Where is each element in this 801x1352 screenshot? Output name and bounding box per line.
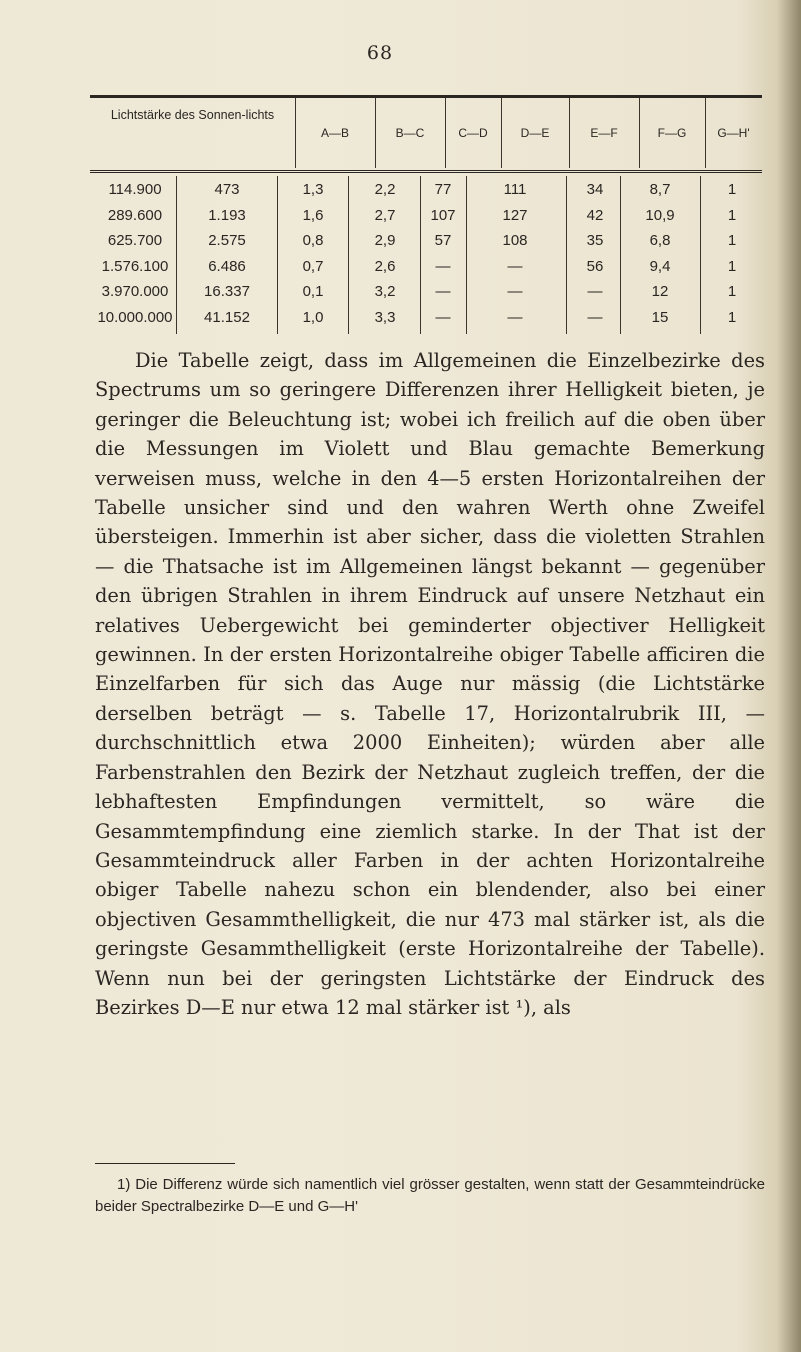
table-cell: 3.970.000 (101, 283, 169, 300)
table-cell: 3,3 (374, 308, 396, 326)
table-header-rule (90, 170, 762, 175)
table-cell: 10,9 (645, 206, 675, 224)
table-cell: 15 (651, 308, 669, 326)
table-cell: 10.000.000 (97, 308, 173, 326)
table-cell: — (507, 308, 523, 326)
column-divider (705, 98, 706, 168)
table-cell: 473 (214, 181, 240, 198)
table-cell: — (507, 257, 523, 275)
table-cell: 107 (430, 206, 456, 224)
table-row (90, 256, 762, 278)
table-cell: 0,8 (302, 232, 324, 249)
table-row (90, 205, 762, 227)
table-cell: 42 (586, 206, 604, 224)
table-cell: 12 (651, 283, 669, 300)
table-cell: 1 (727, 206, 737, 224)
column-header-f-g: F—G (657, 126, 687, 140)
body-text (95, 346, 765, 1022)
table-cell: 1 (727, 181, 737, 198)
table-cell: 34 (586, 181, 604, 198)
table-cell: 289.600 (107, 206, 163, 224)
column-divider (639, 98, 640, 168)
table-cell: 108 (502, 232, 528, 249)
column-divider (295, 98, 296, 168)
column-divider (501, 98, 502, 168)
table-cell: 16.337 (204, 283, 250, 300)
column-header-c-d: C—D (458, 126, 488, 140)
table-cell: — (435, 257, 451, 275)
table-row (90, 179, 762, 201)
table-cell: 1,6 (302, 206, 324, 224)
table-row (90, 307, 762, 329)
table-cell: 127 (502, 206, 528, 224)
column-header-b-c: B—C (395, 126, 425, 140)
table-cell: 2,7 (374, 206, 396, 224)
table-cell: 3,2 (374, 283, 396, 300)
table-cell: 2.575 (208, 232, 246, 249)
column-header-a-b: A—B (320, 126, 349, 140)
table-cell: 1 (727, 308, 737, 326)
table-cell: 9,4 (649, 257, 671, 275)
column-divider (375, 98, 376, 168)
table-row (90, 281, 762, 303)
table-cell: 625.700 (107, 232, 163, 249)
table-cell: 41.152 (204, 308, 250, 326)
table-cell: 77 (434, 181, 452, 198)
table-cell: 1.576.100 (101, 257, 169, 275)
table-cell: — (435, 283, 451, 300)
table-cell: 1.193 (208, 206, 246, 224)
table-cell: 1,0 (302, 308, 324, 326)
column-header-d-e: D—E (520, 126, 550, 140)
column-divider (445, 98, 446, 168)
table-cell: 1 (727, 257, 737, 275)
table-cell: 1 (727, 283, 737, 300)
table-cell: — (587, 283, 603, 300)
table-cell: 0,1 (302, 283, 324, 300)
table-row (90, 230, 762, 252)
table-cell: 114.900 (108, 181, 162, 198)
table-cell: 0,7 (302, 257, 324, 275)
table-cell: 2,9 (374, 232, 396, 249)
table-cell: 6,8 (649, 232, 671, 249)
page-number: 68 (366, 42, 394, 64)
table-cell: — (435, 308, 451, 326)
table-cell: — (507, 283, 523, 300)
column-header-lichtstaerke: Lichtstärke des Sonnen-lichts (110, 108, 275, 122)
footnote-text: 1) Die Differenz würde sich namentlich viel grösser gestalten, wenn statt der Gesammteindrücke beider Spectralbezirke D—E und G—H' (95, 1176, 765, 1215)
footnote-rule (95, 1163, 235, 1164)
table-cell: — (587, 308, 603, 326)
table-cell: 35 (586, 232, 604, 249)
paragraph: Die Tabelle zeigt, dass im Allgemeinen die Einzelbezirke des Spectrums um so geringere Differenzen ihrer Helligkeit bieten, je geringer die Beleuchtung ist; wobei ich freilich auf die oben über die Messungen im Violett und Blau gemachte Bemerkung verweisen muss, welche in den 4—5 ersten Horizontalreihen der Tabelle unsicher sind und den wahren Werth ohne Zweifel übersteigen. Immerhin ist aber sicher, dass die violetten Strahlen — die Thatsache ist im Allgemeinen längst bekannt — gegenüber den übrigen Strahlen in ihrem Eindruck auf unsere Netzhaut ein relatives Uebergewicht bei geminderter objectiver Helligkeit gewinnen. In der ersten Horizontalreihe obiger Tabelle afficiren die Einzelfarben für sich das Auge nur mässig (die Lichtstärke derselben beträgt — s. Tabelle 17, Horizontalrubrik III, — durchschnittlich etwa 2000 Einheiten); würden aber alle Farbenstrahlen den Bezirk der Netzhaut zugleich treffen, der die lebhaftesten Empfindungen vermittelt, so wäre die Gesammtempfindung eine ziemlich starke. In der That ist der Gesammteindruck aller Farben in der achten Horizontalreihe obiger Tabelle nahezu schon ein blendender, also bei einer objectiven Gesammthelligkeit, die nur 473 mal stärker ist, als die geringste Gesammthelligkeit (erste Horizontalreihe der Tabelle). Wenn nun bei der geringsten Lichtstärke der Eindruck des Bezirkes D—E nur etwa 12 mal stärker ist ¹), als (95, 349, 765, 1019)
table-cell: 1 (727, 232, 737, 249)
table-cell: 2,6 (374, 257, 396, 275)
column-header-g-h: G—H' (717, 126, 750, 140)
table-cell: 2,2 (374, 181, 396, 198)
footnote (95, 1174, 765, 1218)
table-cell: 6.486 (208, 257, 246, 275)
table-cell: 57 (434, 232, 452, 249)
table-cell: 111 (503, 181, 527, 198)
table-cell: 56 (586, 257, 604, 275)
table-cell: 8,7 (649, 181, 671, 198)
column-header-e-f: E—F (590, 126, 618, 140)
column-divider (569, 98, 570, 168)
table-cell: 1,3 (302, 181, 324, 198)
